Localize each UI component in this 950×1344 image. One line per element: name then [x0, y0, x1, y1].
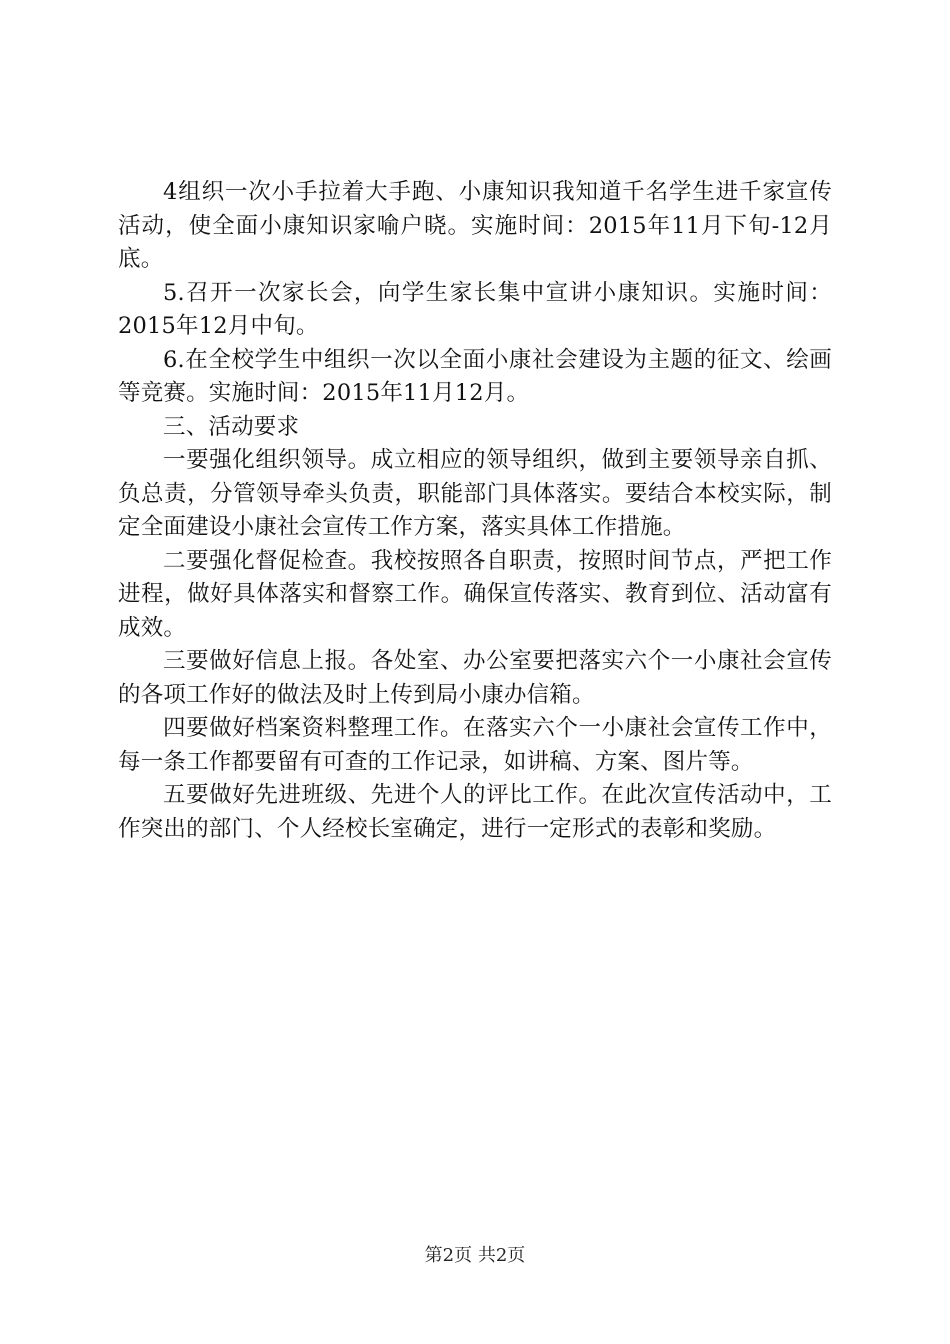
document-body	[118, 176, 832, 846]
page-number-footer: 第2页 共2页	[424, 1245, 526, 1266]
paragraph-organization: 一要强化组织领导。成立相应的领导组织，做到主要领导亲自抓、负总责，分管领导牵头负责，职能部门具体落实。要结合本校实际，制定全面建设小康社会宣传工作方案，落实具体工作措施。	[118, 447, 832, 540]
paragraph-supervision: 二要强化督促检查。我校按照各自职责，按照时间节点，严把工作进程，做好具体落实和督察工作。确保宣传落实、教育到位、活动富有成效。	[118, 547, 832, 641]
paragraph-reporting: 三要做好信息上报。各处室、办公室要把落实六个一小康社会宣传的各项工作好的做法及时上传到局小康办信箱。	[118, 648, 832, 708]
paragraph-item-5: 5.召开一次家长会，向学生家长集中宣讲小康知识。实施时间：2015年12月中旬。	[118, 279, 832, 339]
paragraph-archives: 四要做好档案资料整理工作。在落实六个一小康社会宣传工作中，每一条工作都要留有可查的工作记录，如讲稿、方案、图片等。	[118, 715, 832, 775]
section-heading-requirements: 三、活动要求	[163, 413, 300, 440]
paragraph-item-6: 6.在全校学生中组织一次以全面小康社会建设为主题的征文、绘画等竞赛。实施时间：2015年11月12月。	[118, 346, 832, 406]
paragraph-evaluation: 五要做好先进班级、先进个人的评比工作。在此次宣传活动中，工作突出的部门、个人经校长室确定，进行一定形式的表彰和奖励。	[118, 782, 832, 842]
paragraph-item-4: 4组织一次小手拉着大手跑、小康知识我知道千名学生进千家宣传活动，使全面小康知识家喻户晓。实施时间：2015年11月下旬-12月底。	[118, 179, 832, 272]
